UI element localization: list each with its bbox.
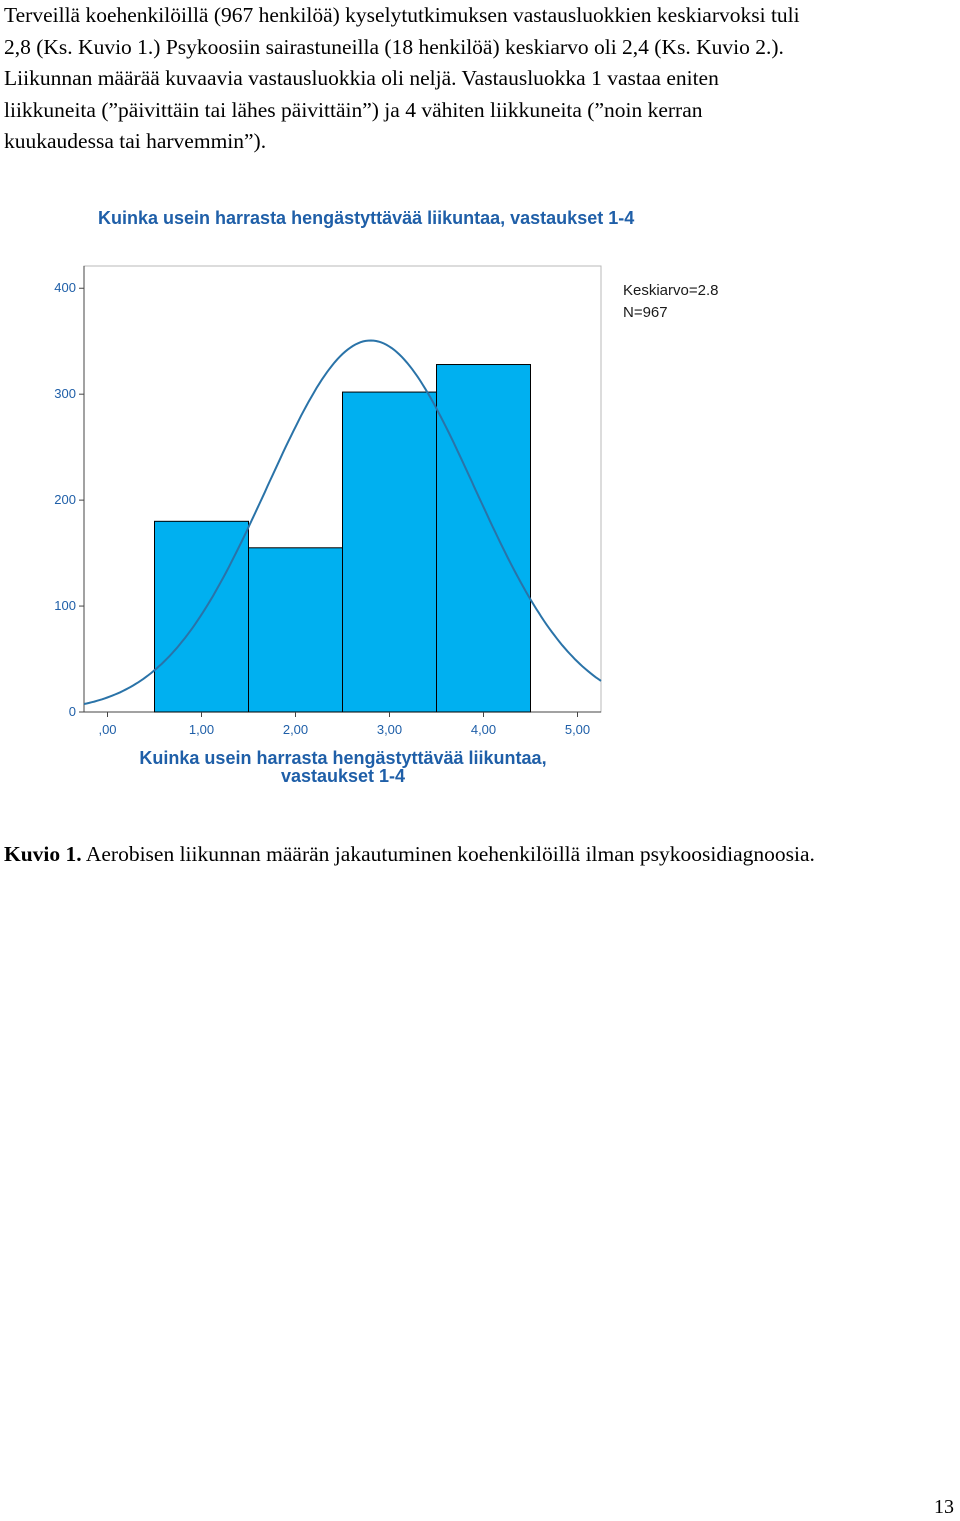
stat-n: N=967	[623, 304, 668, 321]
x-tick-label: ,00	[98, 722, 117, 737]
body-paragraph	[4, 0, 956, 158]
paragraph-line: Liikunnan määrää kuvaavia vastausluokkia oli neljä. Vastausluokka 1 vastaa eniten	[4, 66, 719, 90]
x-axis-title: Kuinka usein harrasta hengästyttävää liikuntaa,	[139, 748, 547, 768]
page-number: 13	[934, 1496, 954, 1518]
histogram-bar	[343, 392, 437, 712]
stat-mean: Keskiarvo=2.8	[623, 282, 719, 299]
x-tick-label: 1,00	[188, 722, 215, 737]
histogram-bar	[249, 548, 343, 712]
histogram-chart	[0, 190, 960, 800]
histogram-bar	[437, 365, 531, 712]
paragraph-line: kuukaudessa tai harvemmin”).	[4, 129, 267, 153]
x-tick-label: 5,00	[564, 722, 591, 737]
paragraph-line: Terveillä koehenkilöillä (967 henkilöä) kyselytutkimuksen vastausluokkien keskiarvoksi tuli	[4, 3, 800, 27]
x-tick-label: 3,00	[376, 722, 403, 737]
y-tick-label: 300	[54, 386, 76, 402]
y-tick-label: 0	[68, 704, 76, 719]
paragraph-line: 2,8 (Ks. Kuvio 1.) Psykoosiin sairastuneilla (18 henkilöä) keskiarvo oli 2,4 (Ks. Kuvio 2.).	[4, 34, 784, 59]
caption-label: Kuvio 1.	[4, 842, 82, 866]
x-tick-label: 4,00	[470, 722, 497, 737]
y-tick-label: 100	[54, 598, 76, 614]
x-tick-label: 2,00	[282, 722, 309, 737]
y-ticks-layer	[54, 280, 84, 719]
paragraph-line: liikkuneita (”päivittäin tai lähes päivittäin”) ja 4 vähiten liikkuneita (”noin kerran	[4, 97, 703, 122]
x-ticks-layer	[98, 712, 590, 737]
chart-title: Kuinka usein harrasta hengästyttävää liikuntaa, vastaukset 1-4	[98, 208, 635, 228]
histogram-bar	[155, 521, 249, 712]
x-axis-title: vastaukset 1-4	[280, 766, 406, 786]
y-tick-label: 400	[54, 280, 76, 296]
caption-text: Aerobisen liikunnan määrän jakautuminen koehenkilöillä ilman psykoosidiagnoosia.	[81, 842, 815, 866]
figure-caption	[4, 842, 815, 867]
y-tick-label: 200	[54, 492, 76, 508]
